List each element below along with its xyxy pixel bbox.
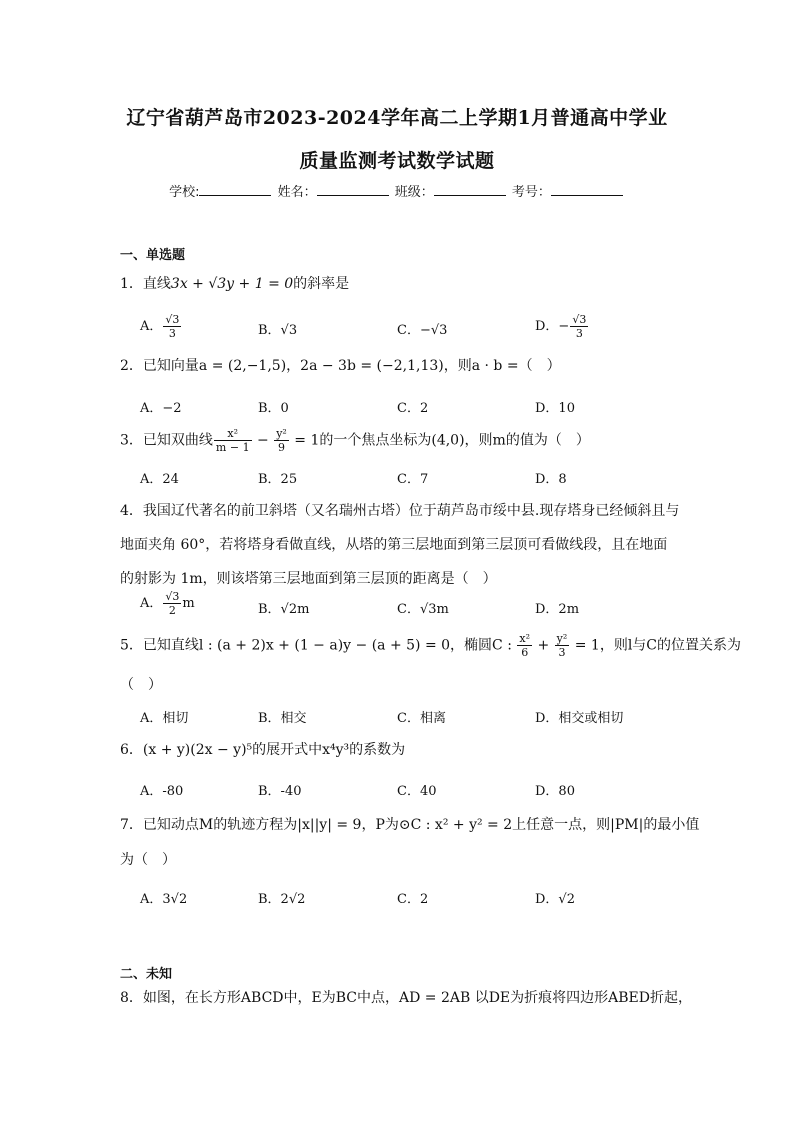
q1-option-b[interactable]: B．√3 [258, 323, 298, 338]
name-blank[interactable] [317, 182, 389, 196]
q5-option-c[interactable]: C．相离 [397, 711, 446, 726]
q1-option-a[interactable]: A． $\frac{√3}{3}$ [140, 313, 180, 340]
q6-options [140, 780, 700, 802]
q2-option-a[interactable]: A．−2 [140, 401, 182, 416]
class-label: 班级： [394, 185, 434, 200]
q7-option-a[interactable]: A．3√2 [140, 892, 188, 907]
question-4: 4．我国辽代著名的前卫斜塔（又名瑞州古塔）位于葫芦岛市绥中县.现存塔身已经倾斜且与地面夹角 60°，若将塔身看做直线，从塔的第三层地面到第三层顶可看做线段，且在地面的射影为 1m，则该塔第三层地面到第三层顶的距离是（ ） [120, 503, 680, 587]
class-blank[interactable] [434, 182, 506, 196]
q4-option-b[interactable]: B．√2m [258, 602, 310, 617]
q1-equation: 3x + √3y + 1 = 0 [170, 276, 294, 292]
question-3: 3．已知双曲线 $\frac{\text{x²}}{m - 1}$ − $\frac{\text{y²}}{9}$ = 1的一个焦点坐标为(4,0)，则m的值为（ ） [120, 427, 590, 454]
exam-no-blank[interactable] [551, 182, 623, 196]
section-heading-1: 一、单选题 [120, 248, 186, 263]
school-blank[interactable] [199, 182, 271, 196]
school-label: 学校: [169, 185, 200, 200]
q4-options [140, 590, 700, 617]
question-2: 2．已知向量a = (2,−1,5)，2a − 3b = (−2,1,13)，则a · b =（ ） [120, 358, 561, 374]
q6-option-a[interactable]: A．-80 [140, 784, 184, 799]
question-7: 7．已知动点M的轨迹方程为|x||y| = 9，P为⊙C : x² + y² = 2上任意一点，则|PM|的最小值 [120, 817, 700, 833]
q5-option-d[interactable]: D．相交或相切 [535, 711, 624, 726]
q5-option-a[interactable]: A．相切 [140, 711, 189, 726]
question-8: 8．如图，在长方形ABCD中，E为BC中点，AD = 2AB 以DE为折痕将四边形ABED折起， [120, 990, 692, 1006]
q3-option-c[interactable]: C．7 [397, 472, 429, 487]
q1-option-d[interactable]: D．− $\frac{√3}{3}$ [535, 313, 587, 340]
q7-options [140, 888, 700, 910]
title-line-1: 辽宁省葫芦岛市2023-2024学年高二上学期1月普通高中学业 [126, 107, 668, 129]
question-6: 6．(x + y)(2x − y)⁵的展开式中x⁴y³的系数为 [120, 742, 406, 758]
q5-options [140, 707, 700, 729]
q3-option-a[interactable]: A．24 [140, 472, 179, 487]
q3-option-b[interactable]: B．25 [258, 472, 298, 487]
q6-option-b[interactable]: B．-40 [258, 784, 302, 799]
exam-no-label: 考号： [511, 185, 551, 200]
q3-option-d[interactable]: D．8 [535, 472, 567, 487]
q2-option-b[interactable]: B．0 [258, 401, 289, 416]
question-5-tail: （ ） [120, 677, 162, 693]
q5-option-b[interactable]: B．相交 [258, 711, 307, 726]
q4-option-a[interactable]: A． $\frac{√3}{2}$ m [140, 590, 195, 617]
question-7-tail: 为（ ） [120, 852, 176, 868]
q7-option-b[interactable]: B．2√2 [258, 892, 306, 907]
q3-options [140, 468, 700, 490]
q2-options [140, 397, 700, 419]
q1-option-c[interactable]: C．−√3 [397, 323, 448, 338]
q7-option-d[interactable]: D．√2 [535, 892, 575, 907]
q6-option-c[interactable]: C．40 [397, 784, 437, 799]
name-label: 姓名： [277, 185, 317, 200]
student-info-row [0, 181, 794, 200]
question-5: 5．已知直线l : (a + 2)x + (1 − a)y − (a + 5) = 0，椭圆C : $\frac{\text{x²}}{6}$ + $\frac{\text{y²}}{3}$ = 1，则l与C的位置关系为 [120, 632, 742, 659]
section-heading-2: 二、未知 [120, 967, 173, 982]
q4-option-c[interactable]: C．√3m [397, 602, 449, 617]
q1-options [140, 313, 700, 340]
q6-option-d[interactable]: D．80 [535, 784, 575, 799]
question-1: 1．直线3x + √3y + 1 = 0的斜率是 [120, 276, 350, 292]
q2-option-c[interactable]: C．2 [397, 401, 429, 416]
title-line-2: 质量监测考试数学试题 [299, 150, 495, 172]
q2-option-d[interactable]: D．10 [535, 401, 575, 416]
q4-option-d[interactable]: D．2m [535, 602, 580, 617]
q7-option-c[interactable]: C．2 [397, 892, 429, 907]
